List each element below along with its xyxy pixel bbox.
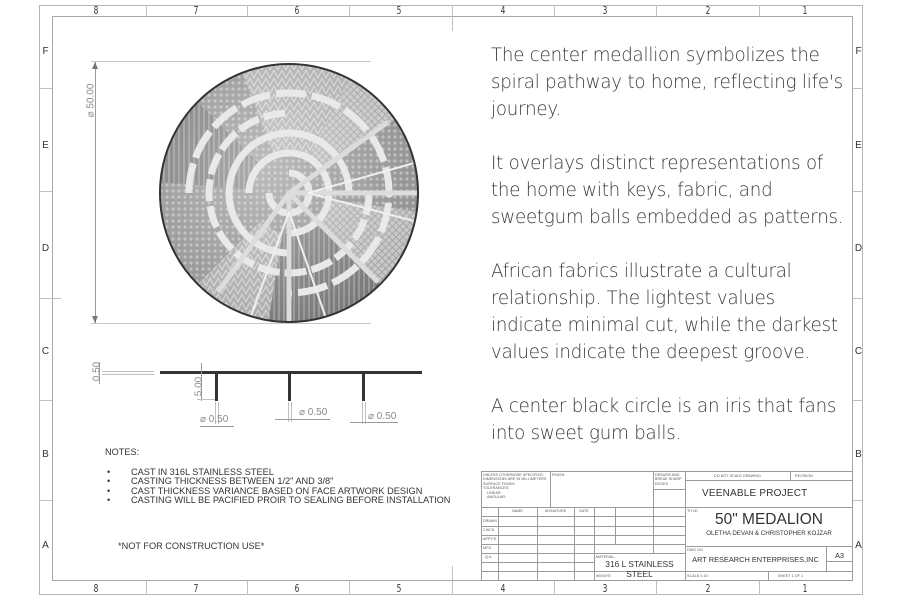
tolerance-line: SURFACE FINISH: xyxy=(483,481,516,486)
arrow-down-icon xyxy=(92,316,98,323)
zone-label: 1 xyxy=(802,4,808,17)
stud-length-dimension: 5.00 xyxy=(193,376,205,397)
stud-diameter-dimension: ⌀ 0.50 xyxy=(299,407,328,418)
note-item: • CAST THICKNESS VARIANCE BASED ON FACE ARTWORK DESIGN xyxy=(105,487,450,497)
zone-label: B xyxy=(855,449,862,460)
zone-label: C xyxy=(854,346,863,357)
zone-label: 5 xyxy=(396,582,402,595)
signoff-header-date: DATE xyxy=(579,509,589,513)
description-paragraph: The center medallion symbolizes the spiral pathway to home, reflecting life's journey. xyxy=(491,45,843,120)
zone-label: A xyxy=(855,540,862,551)
drawing-authors: OLETHA DEVAN & CHRISTOPHER KOJZAR xyxy=(706,530,832,537)
zone-label: F xyxy=(855,46,862,57)
zone-label: C xyxy=(41,346,50,357)
medallion-artwork xyxy=(158,62,420,324)
sheet-size: A3 xyxy=(834,551,845,560)
zone-label: 1 xyxy=(802,582,808,595)
note-item: • CAST IN 316L STAINLESS STEEL xyxy=(105,468,450,478)
zone-label: 7 xyxy=(193,4,199,17)
revision-label: REVISION xyxy=(795,474,813,478)
weight-label: WEIGHT: xyxy=(596,574,612,578)
do-not-scale-label: DO NOT SCALE DRAWING xyxy=(714,474,761,478)
notes-title: NOTES: xyxy=(105,447,140,457)
arrow-up-icon xyxy=(92,62,98,69)
zone-label: 2 xyxy=(705,582,711,595)
signoff-row-label: APPV'D xyxy=(483,537,497,541)
zone-label: 8 xyxy=(93,4,99,17)
zone-label: 4 xyxy=(500,4,506,17)
zone-label: E xyxy=(855,140,862,151)
zone-label: E xyxy=(42,140,49,151)
title-block xyxy=(481,471,853,581)
notes-list xyxy=(105,468,450,506)
signoff-header-name: NAME xyxy=(512,509,523,513)
diameter-dimension: ⌀ 50.00 xyxy=(85,83,97,118)
description-paragraph: African fabrics illustrate a cultural relationship. The lightest values indicate minimal cut, while the darkest values indicate the deepest groove. xyxy=(491,261,838,363)
tolerance-line: LINEAR: xyxy=(487,490,502,495)
zone-label: D xyxy=(41,243,50,254)
deburr-label: DEBURR AND BREAK SHARP EDGES xyxy=(655,473,682,486)
description-paragraph: It overlays distinct representations of the home with keys, fabric, and sweetgum balls embedded as patterns. xyxy=(491,153,844,228)
zone-label: B xyxy=(42,449,49,460)
signoff-row-label: CHK'D xyxy=(483,528,495,532)
zone-label: F xyxy=(42,46,49,57)
note-item: • CASTING WILL BE PACIFIED PROIR TO SEALING BEFORE INSTALLATION xyxy=(105,496,450,506)
tolerance-line: TOLERANCES: xyxy=(483,486,510,491)
zone-label: 2 xyxy=(705,4,711,17)
signoff-header-signature: SIGNATURE xyxy=(544,509,567,513)
title-label: TITLE: xyxy=(687,509,699,513)
mounting-stud xyxy=(215,373,218,401)
zone-label: 8 xyxy=(93,582,99,595)
tolerance-line: DIMENSIONS ARE IN MILLIMETERS xyxy=(483,477,547,482)
zone-label: A xyxy=(42,540,49,551)
zone-label: 3 xyxy=(602,4,608,17)
dwg-no-value: ART RESEARCH ENTERPRISES,INC xyxy=(692,555,819,564)
note-item: • CASTING THICKNESS BETWEEN 1/2" AND 3/8" xyxy=(105,477,450,487)
signoff-row-label: DRAWN xyxy=(483,519,497,523)
tolerance-line: ANGULAR: xyxy=(487,495,507,500)
description-paragraph: A center black circle is an iris that fans into sweet gum balls. xyxy=(491,396,837,444)
tolerance-line: UNLESS OTHERWISE SPECIFIED: xyxy=(483,473,544,477)
medallion-front-view xyxy=(85,55,465,335)
dwg-no-label: DWG NO. xyxy=(687,548,704,552)
project-name: VEENABLE PROJECT xyxy=(702,488,808,499)
sheet-number: SHEET 1 OF 1 xyxy=(778,574,804,578)
mounting-stud xyxy=(362,373,365,401)
material-label: MATERIAL: xyxy=(596,555,616,559)
zone-label: 6 xyxy=(294,582,300,595)
zone-label: 7 xyxy=(193,582,199,595)
design-description xyxy=(491,42,851,474)
zone-label: 5 xyxy=(396,4,402,17)
signoff-row-label: Q.A xyxy=(485,555,492,559)
zone-label: D xyxy=(854,243,863,254)
material-value: 316 L STAINLESS STEEL xyxy=(605,559,674,579)
zone-label: 6 xyxy=(294,4,300,17)
notes-block xyxy=(105,448,450,506)
finish-label: FINISH: xyxy=(552,473,566,477)
not-for-construction-note: *NOT FOR CONSTRUCTION USE* xyxy=(118,541,265,551)
signoff-row-label: MFG xyxy=(483,546,492,550)
stud-diameter-dimension: ⌀ 0.50 xyxy=(200,414,229,425)
drawing-title: 50" MEDALION xyxy=(714,511,823,528)
zone-label: 3 xyxy=(602,582,608,595)
stud-diameter-dimension: ⌀ 0.50 xyxy=(368,411,397,422)
scale-label: SCALE:1:10 xyxy=(687,574,708,578)
medallion-side-view xyxy=(80,350,440,435)
tolerance-notes xyxy=(483,473,549,499)
zone-label: 4 xyxy=(500,582,506,595)
mounting-stud xyxy=(288,373,291,401)
thickness-dimension: 0.50 xyxy=(91,361,103,382)
